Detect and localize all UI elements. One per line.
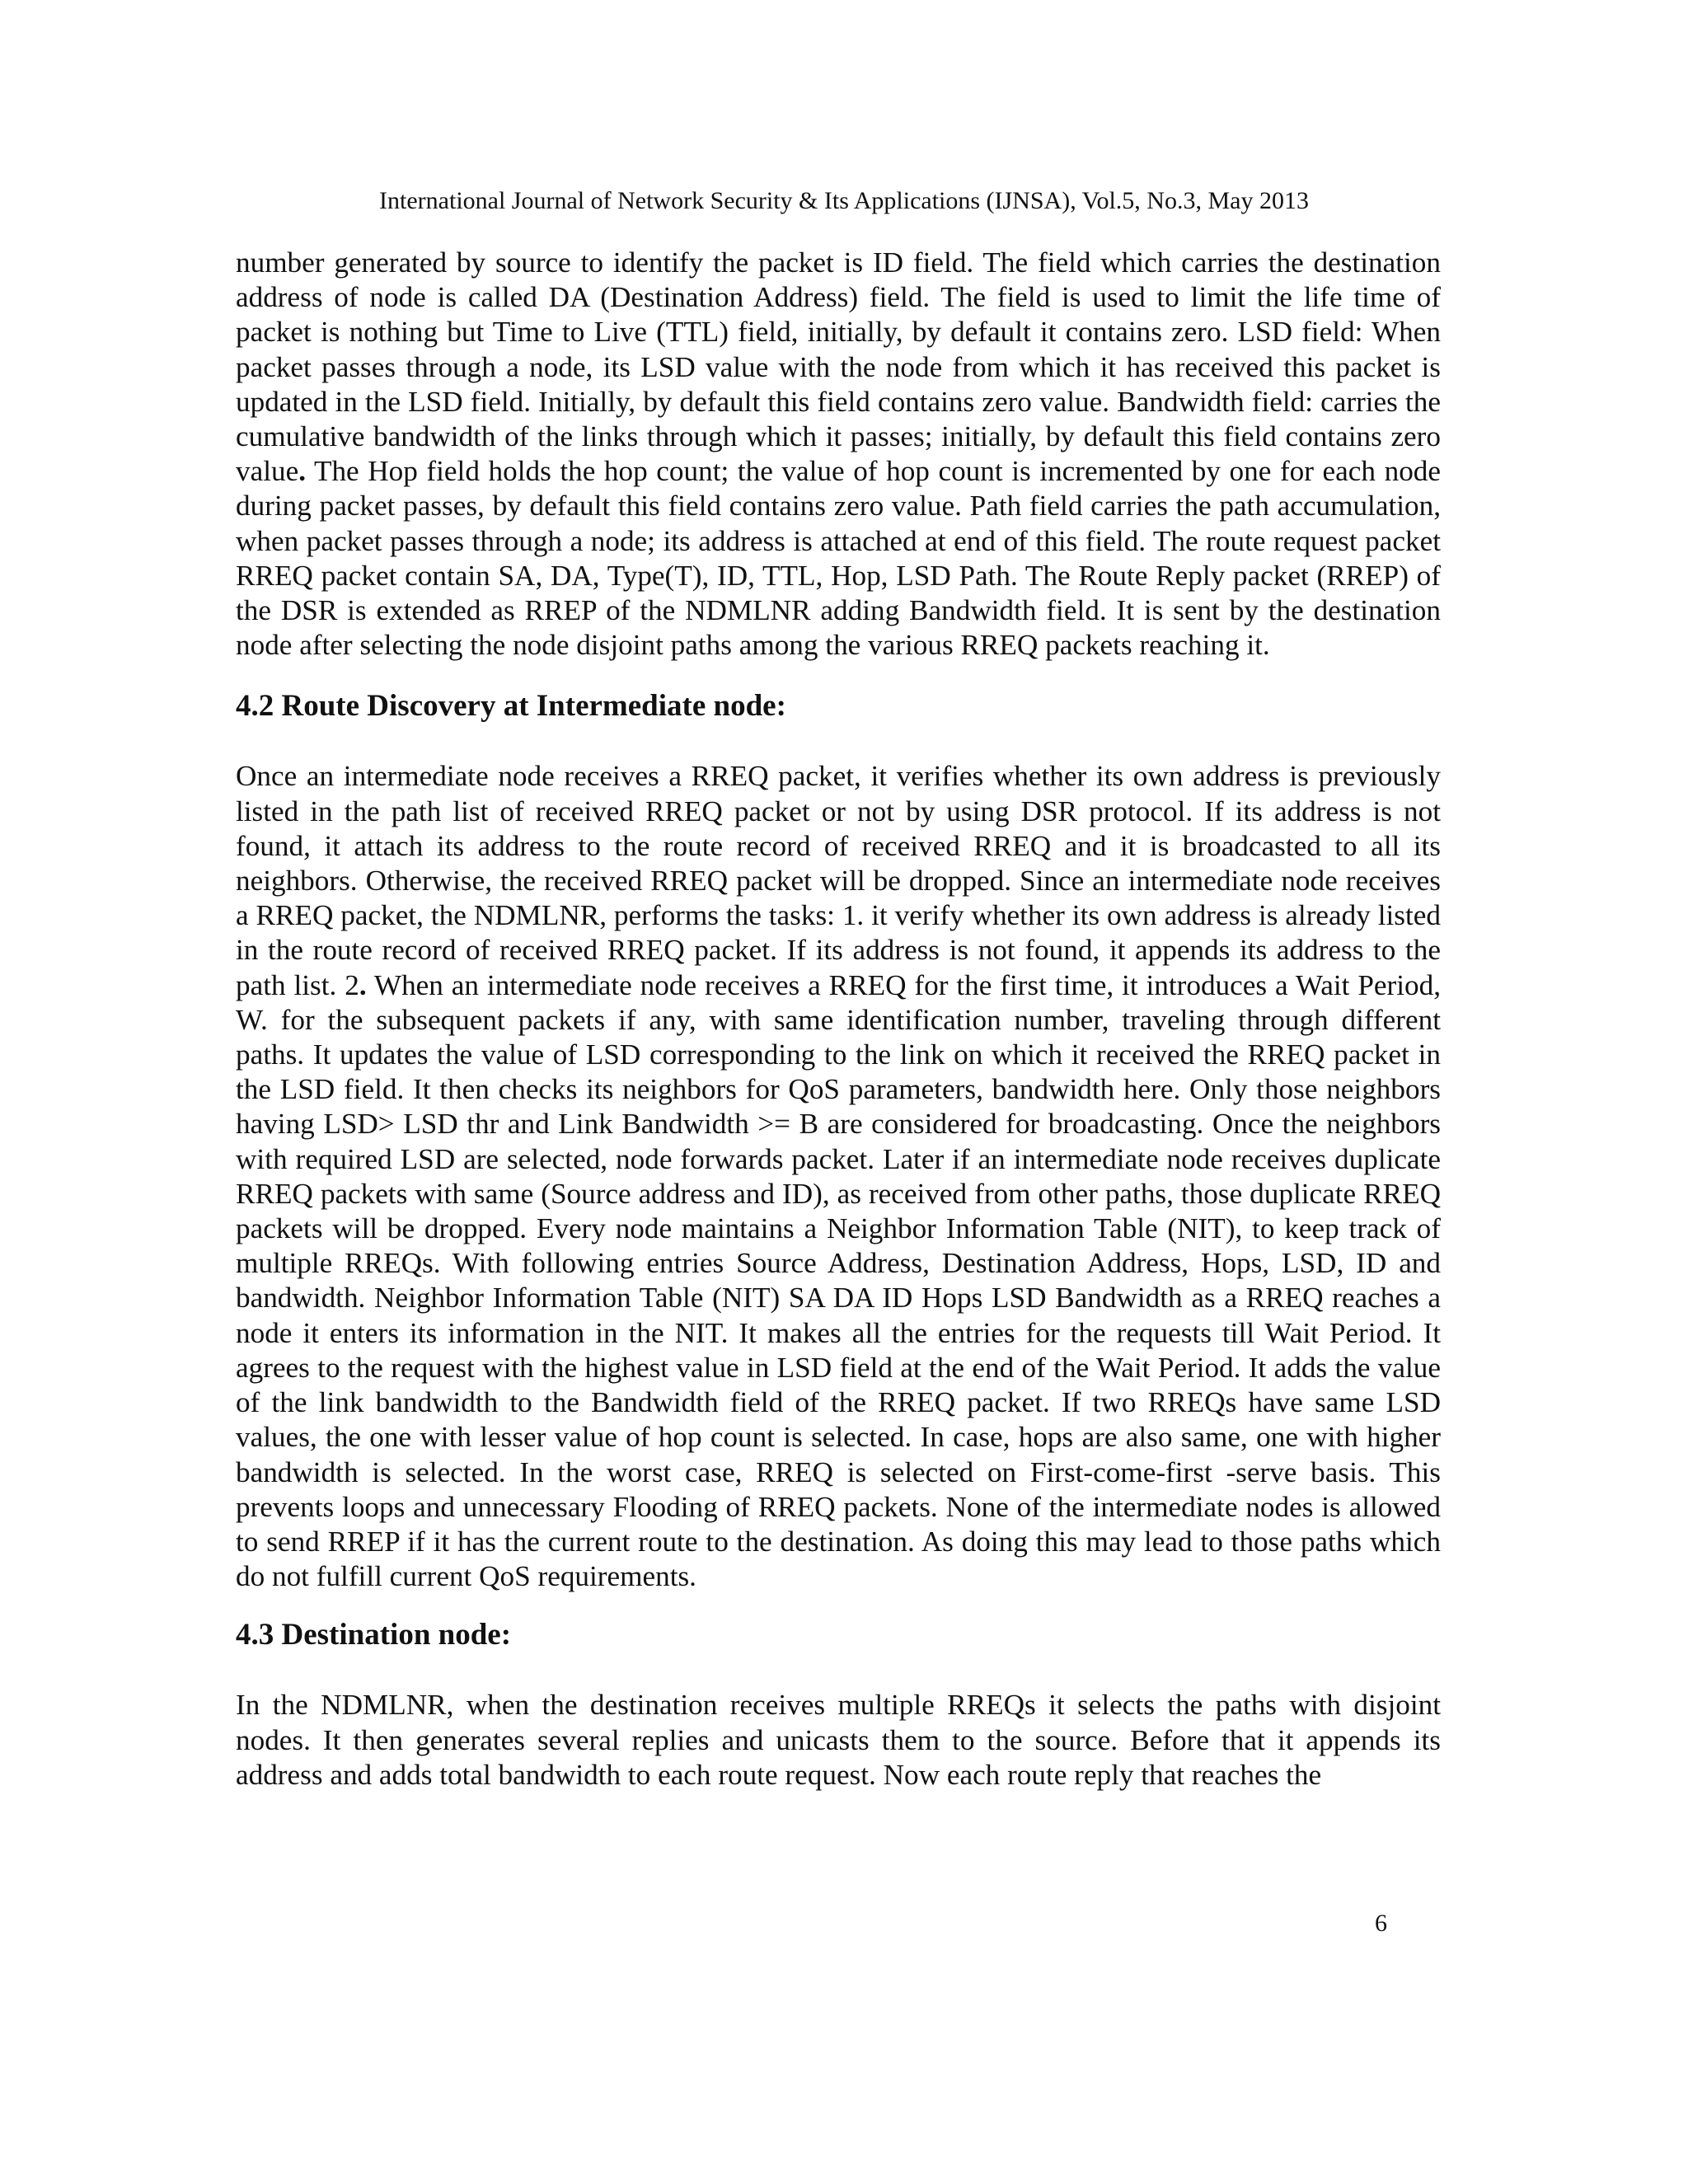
section-4-2-text-part-2: When an intermediate node receives a RREQ for the first time, it introduces a Wait Period, W. for the subsequent packets if any, with same identification number, traveling through different paths. It updates the value of LSD corresponding to the link on which it received the RREQ packet in the LSD field. It then checks its neighbors for QoS parameters, bandwidth here. Only those neighbors having LSD> LSD thr and Link Bandwidth >= B are considered for broadcasting. Once the neighbors with required LSD are selected, node forwards packet. Later if an intermediate node receives duplicate RREQ packets with same (Source address and ID), as received from other paths, those duplicate RREQ packets will be dropped. Every node maintains a Neighbor Information Table (NIT), to keep track of multiple RREQs. With following entries Source Address, Destination Address, Hops, LSD, ID and bandwidth. Neighbor Information Table (NIT) SA DA ID Hops LSD Bandwidth as a RREQ reaches a node it enters its information in the NIT. It makes all the entries for the requests till Wait Period. It agrees to the request with the highest value in LSD field at the end of the Wait Period. It adds the value of the link bandwidth to the Bandwidth field of the RREQ packet. If two RREQs have same LSD values, the one with lesser value of hop count is selected. In case, hops are also same, one with higher bandwidth is selected. In the worst case, RREQ is selected on First-come-first -serve basis. This prevents loops and unnecessary Flooding of RREQ packets. None of the intermediate nodes is allowed to send RREP if it has the current route to the destination. As doing this may lead to those paths which do not fulfill current QoS requirements. [236,968,1442,1593]
page-number: 6 [1375,1910,1387,1937]
intro-paragraph [236,246,1441,663]
section-4-2-paragraph [236,759,1441,1594]
running-header: International Journal of Network Security & Its Applications (IJNSA), Vol.5, No.3, May 2013 [379,187,1309,214]
section-heading-4-3: 4.3 Destination node: [236,1618,512,1652]
intro-bold-period: . [298,455,306,488]
intro-text-part-2: The Hop field holds the hop count; the value of hop count is incremented by one for each node during packet passes, by default this field contains zero value. Path field carries the path accumulation, when packet passes through a node; its address is attached at end of this field. The route request packet RREQ packet contain SA, DA, Type(T), ID, TTL, Hop, LSD Path. The Route Reply packet (RREP) of the DSR is extended as RREP of the NDMLNR adding Bandwidth field. It is sent by the destination node after selecting the node disjoint paths among the various RREQ packets reaching it. [236,455,1441,662]
section-4-2-bold-period: . [359,968,367,1001]
section-4-3-paragraph: In the NDMLNR, when the destination receives multiple RREQs it selects the paths with disjoint nodes. It then generates several replies and unicasts them to the source. Before that it appends its address and adds total bandwidth to each route request. Now each route reply that reaches the [236,1689,1441,1791]
page-body [236,246,1441,1793]
section-4-2-text-part-1: Once an intermediate node receives a RREQ packet, it verifies whether its own address is previously listed in the path list of received RREQ packet or not by using DSR protocol. If its address is not found, it attach its address to the route record of received RREQ and it is broadcasted to all its neighbors. Otherwise, the received RREQ packet will be dropped. Since an intermediate node receives a RREQ packet, the NDMLNR, performs the tasks: 1. it verify whether its own address is already listed in the route record of received RREQ packet. If its address is not found, it appends its address to the path list. 2 [236,760,1441,1001]
intro-text-part-1: number generated by source to identify the packet is ID field. The field which carries the destination address of node is called DA (Destination Address) field. The field is used to limit the life time of packet is nothing but Time to Live (TTL) field, initially, by default it contains zero. LSD field: When packet passes through a node, its LSD value with the node from which it has received this packet is updated in the LSD field. Initially, by default this field contains zero value. Bandwidth field: carries the cumulative bandwidth of the links through which it passes; initially, by default this field contains zero value [236,246,1441,488]
section-heading-4-2: 4.2 Route Discovery at Intermediate node: [236,689,786,724]
